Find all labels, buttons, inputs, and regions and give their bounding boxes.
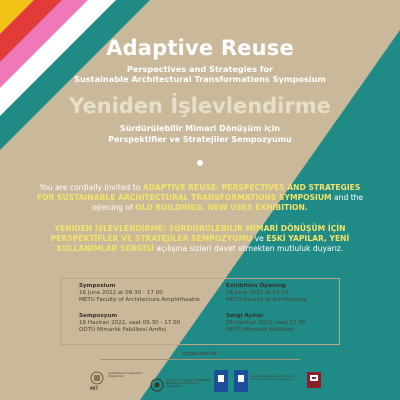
event-date: 16 June 2022 at 09.30 - 17.00 — [79, 290, 163, 297]
event-exhibition-en — [226, 283, 307, 305]
invitation-turkish — [30, 224, 370, 255]
organized-by-label: organized by — [183, 351, 217, 357]
event-exhibition-tr — [226, 313, 306, 335]
invitation-english-symposium: ADAPTIVE REUSE: PERSPECTIVES AND STRATEGIES FOR SUSTAINABLE ARCHITECTURAL TRANSFORMATIONS SYMPOSIUM — [36, 183, 361, 203]
subtitle-turkish-line-1: Sürdürülebilir Mimari Dönüşüm için — [119, 124, 281, 133]
title-turkish: Yeniden İşlevlendirme — [69, 94, 331, 118]
event-details-box — [60, 278, 340, 345]
subtitle-turkish — [0, 124, 400, 145]
event-place: ODTÜ Mimarlık Fakültesi Amfisi — [79, 327, 167, 334]
event-symposium-tr — [79, 313, 180, 335]
metu-emblem-icon — [150, 378, 164, 392]
invitation-english-mid: and the opening of — [92, 193, 364, 213]
invitation-english — [30, 183, 370, 214]
event-date: 16 June 2022 at 17.30 — [226, 290, 289, 297]
event-place: ODTÜ Mimarlık Fakültesi — [226, 327, 295, 334]
heritage-agency-caption: Cultural Heritage Agency Ministry of Education, Culture and Science — [251, 375, 299, 382]
event-symposium-en — [79, 283, 200, 305]
event-label: Symposium — [79, 283, 116, 289]
event-place: METU Faculty of Architecture — [226, 297, 307, 304]
invitation-turkish-outro: açılışına sizleri davet etmekten mutluluk duyarız. — [154, 244, 344, 254]
organized-by-divider — [100, 359, 300, 360]
invitation-turkish-symposium: YENİDEN İŞLEVLENDİRME: SÜRDÜRÜLEBİLİR MİMARİ DÖNÜŞÜM İÇİN PERSPEKTİFLER VE STRATEJİLER SEMPOZYUMU — [50, 224, 346, 244]
ministry-logo-2 — [234, 370, 299, 396]
event-place: METU Faculty of Architecture Amphitheatre — [79, 297, 200, 304]
divider-dot — [197, 160, 203, 166]
mit-logo-caption: Architectural Conservation Programme — [108, 372, 143, 379]
subtitle-english-line-1: Perspectives and Strategies for — [126, 64, 274, 74]
event-date: 16 Haziran 2022, saat 09.30 - 17.00 — [79, 320, 181, 327]
partner-emblem-icon — [307, 372, 321, 388]
invitation-english-exhibition: OLD BUILDINGS, NEW USES EXHIBITION. — [135, 203, 308, 213]
invitation-english-intro: You are cordially invited to — [39, 183, 143, 192]
subtitle-english-line-2: Sustainable Architectural Transformations Symposium — [74, 74, 326, 84]
invitation-turkish-mid: ve — [252, 234, 267, 244]
invitation-turkish-exhibition: ESKİ YAPILAR, YENİ KULLANIMLAR SERGİSİ — [56, 234, 350, 254]
metu-logo-caption: ORTA DOĞU TEKNİK ÜNİVERSİTESİ MIDDLE EAST TECHNICAL UNIVERSITY — [166, 379, 211, 389]
event-label: Exhibition Opening — [226, 283, 287, 289]
event-date: 16 Haziran 2022, saat 17.30 — [226, 320, 306, 327]
heritage-agency-crest-icon — [234, 370, 248, 392]
ministry-logo-1 — [214, 370, 228, 396]
event-label: Sergi Açılışı — [226, 313, 264, 319]
mit-logo-text: MIT — [90, 386, 99, 391]
subtitle-english — [0, 64, 400, 84]
subtitle-turkish-line-2: Perspektifler ve Stratejiler Sempozyumu — [108, 134, 292, 144]
title-english: Adaptive Reuse — [106, 36, 294, 60]
mit-logo — [88, 370, 143, 398]
event-label: Sempozyum — [79, 313, 118, 319]
partner-logo — [307, 372, 321, 392]
ministry-crest-icon — [214, 370, 228, 392]
metu-logo — [150, 377, 211, 396]
